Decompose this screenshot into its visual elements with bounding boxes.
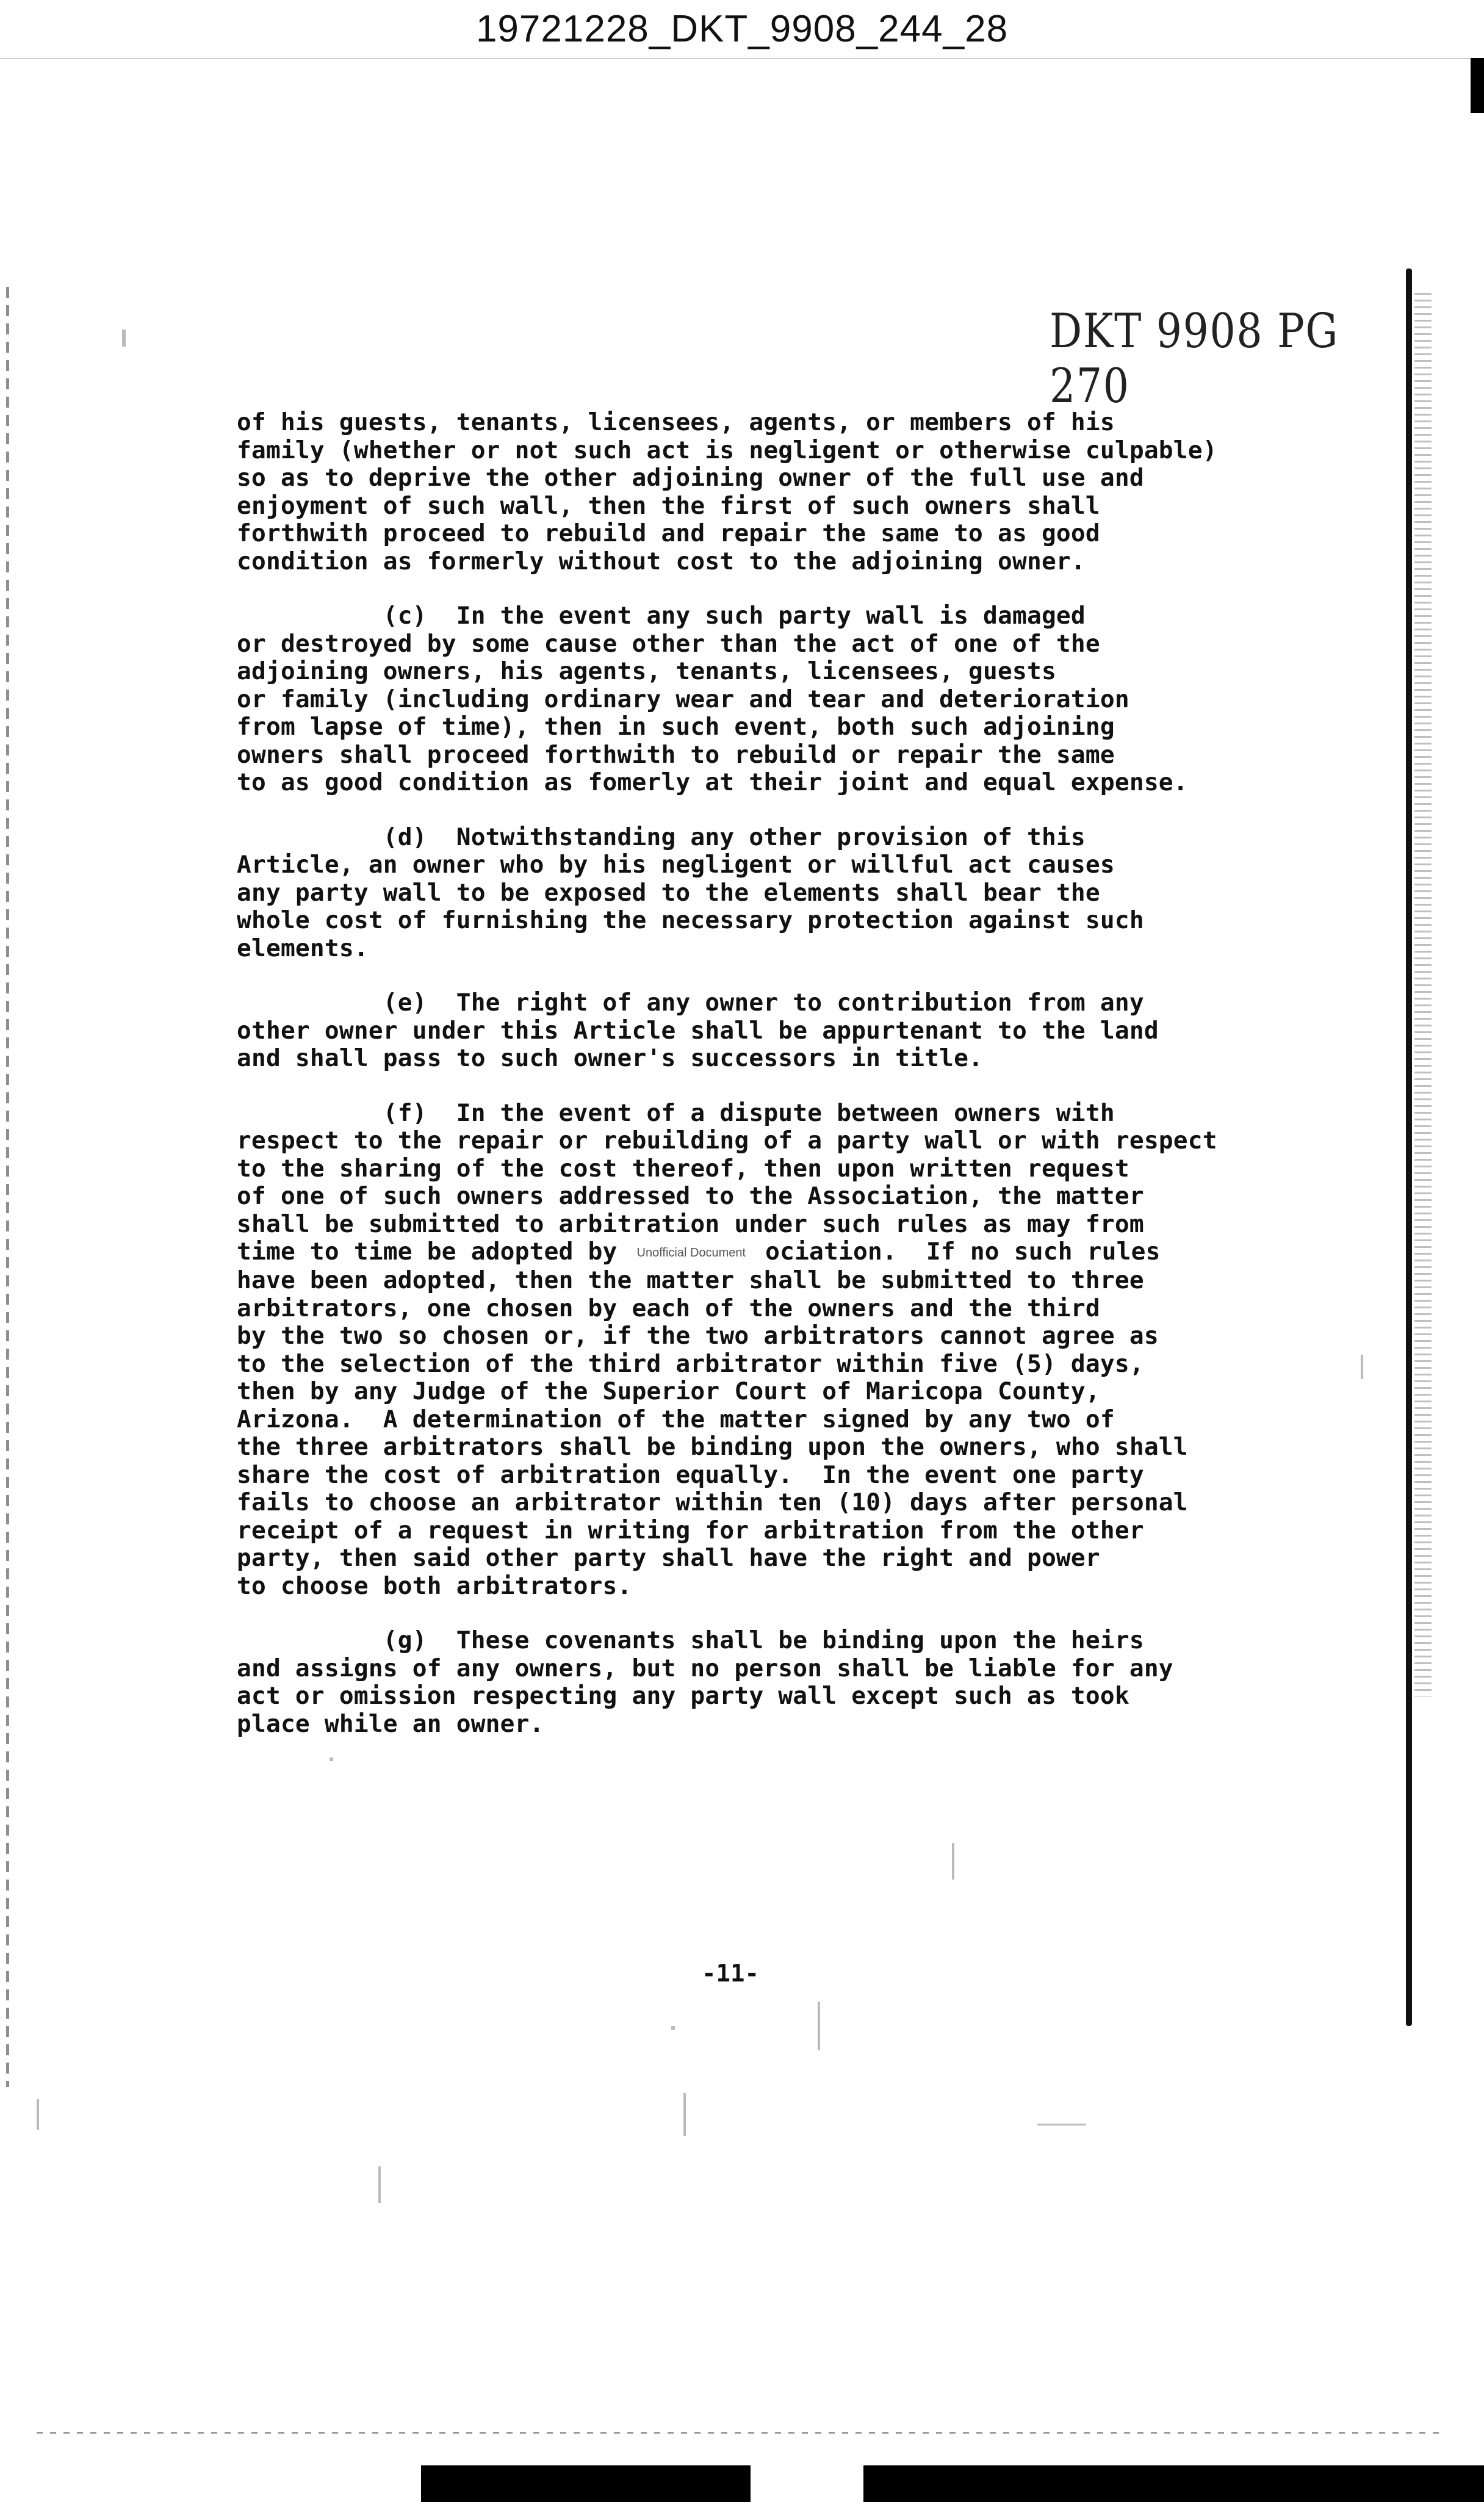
scan-speck [122,330,126,347]
text-line: (c) In the event any such party wall is damaged [237,602,1086,630]
scan-speck [818,2002,820,2050]
text-line: arbitrators, one chosen by each of the owners and the third [237,1294,1100,1322]
scan-speck [378,2166,381,2203]
text-line: family (whether or not such act is negligent or otherwise culpable) [237,436,1217,464]
scan-speck [1037,2124,1086,2125]
page-number: -11- [702,1960,759,1988]
text-line: share the cost of arbitration equally. In the event one party [237,1460,1144,1489]
text-line: enjoyment of such wall, then the first of such owners shall [237,491,1100,520]
text-line: other owner under this Article shall be appurtenant to the land [237,1016,1159,1045]
text-line: or family (including ordinary wear and tear and deterioration [237,685,1129,713]
text-line: have been adopted, then the matter shall be submitted to three [237,1266,1144,1295]
text-line: respect to the repair or rebuilding of a party wall or with respect [237,1127,1217,1155]
text-line: so as to deprive the other adjoining owner of the full use and [237,464,1144,492]
scan-bottom-edge [37,2432,1440,2434]
text-line: (e) The right of any owner to contribution from any [237,989,1144,1017]
text-line: by the two so chosen or, if the two arbitrators cannot agree as [237,1322,1159,1350]
text-line: whole cost of furnishing the necessary protection against such [237,906,1144,934]
scan-speck [952,1843,954,1880]
paragraph [237,1627,1366,1738]
text-line: and shall pass to such owner's successors in title. [237,1044,984,1072]
document-id-header: 19721228_DKT_9908_244_28 [475,8,1009,50]
scan-edge [0,58,1484,59]
text-line: to as good condition as fomerly at their joint and equal expense. [237,768,1188,796]
text-line: to the sharing of the cost thereof, then upon written request [237,1154,1129,1183]
text-line: and assigns of any owners, but no person shall be liable for any [237,1654,1173,1682]
text-line: elements. [237,934,369,962]
text-line: party, then said other party shall have the right and power [237,1544,1100,1573]
text-line: of one of such owners addressed to the Association, the matter [237,1182,1144,1210]
docket-stamp: DKT 9908 PG 270 [1050,304,1339,414]
text-line: act or omission respecting any party wall except such as took [237,1682,1129,1711]
text-line: condition as formerly without cost to the adjoining owner. [237,547,1086,575]
paragraph [237,824,1366,963]
scan-speck [37,2099,39,2130]
paragraph [237,1100,1366,1601]
right-margin-hatch [1414,293,1432,1696]
text-line: (g) These covenants shall be binding upon the heirs [237,1626,1144,1655]
text-line: Article, an owner who by his negligent or willful act causes [237,851,1115,879]
document-body [237,409,1366,1765]
text-line: the three arbitrators shall be binding upon the owners, who shall [237,1433,1188,1462]
left-scan-edge [6,287,9,2087]
text-line: (f) In the event of a dispute between owners with [237,1098,1115,1127]
scan-speck [671,2026,675,2030]
scan-footer-gap [751,2465,863,2502]
paragraph [237,602,1366,797]
text-line: (d) Notwithstanding any other provision of this [237,823,1086,851]
text-line: shall be submitted to arbitration under such rules as may from [237,1210,1144,1238]
text-line: forthwith proceed to rebuild and repair the same to as good [237,519,1100,547]
text-line: time to time be adopted by Unofficial Document ociation. If no such rules [237,1238,1366,1267]
text-line: any party wall to be exposed to the elements shall bear the [237,878,1100,907]
scan-corner-mark [1471,58,1484,113]
text-line: from lapse of time), then in such event, both such adjoining [237,713,1115,741]
text-line: Arizona. A determination of the matter signed by any two of [237,1405,1115,1433]
text-line: or destroyed by some cause other than the act of one of the [237,629,1100,658]
scan-speck [1361,1355,1363,1379]
text-line: to the selection of the third arbitrator within five (5) days, [237,1349,1144,1378]
scan-footer-bar [421,2465,1484,2502]
unofficial-watermark: Unofficial Document [636,1246,746,1260]
text-line: then by any Judge of the Superior Court of Maricopa County, [237,1377,1100,1406]
right-margin-rule [1406,269,1412,2026]
paragraph [237,409,1366,575]
text-line: fails to choose an arbitrator within ten (10) days after personal [237,1488,1188,1517]
text-line: place while an owner. [237,1709,544,1738]
paragraph [237,989,1366,1073]
text-line: adjoining owners, his agents, tenants, licensees, guests [237,657,1056,685]
scan-speck [683,2093,686,2136]
text-line: to choose both arbitrators. [237,1571,632,1600]
text-line: of his guests, tenants, licensees, agents, or members of his [237,408,1115,436]
text-line: receipt of a request in writing for arbitration from the other [237,1516,1144,1545]
scan-speck [330,1758,333,1761]
text-line: owners shall proceed forthwith to rebuild or repair the same [237,740,1115,769]
